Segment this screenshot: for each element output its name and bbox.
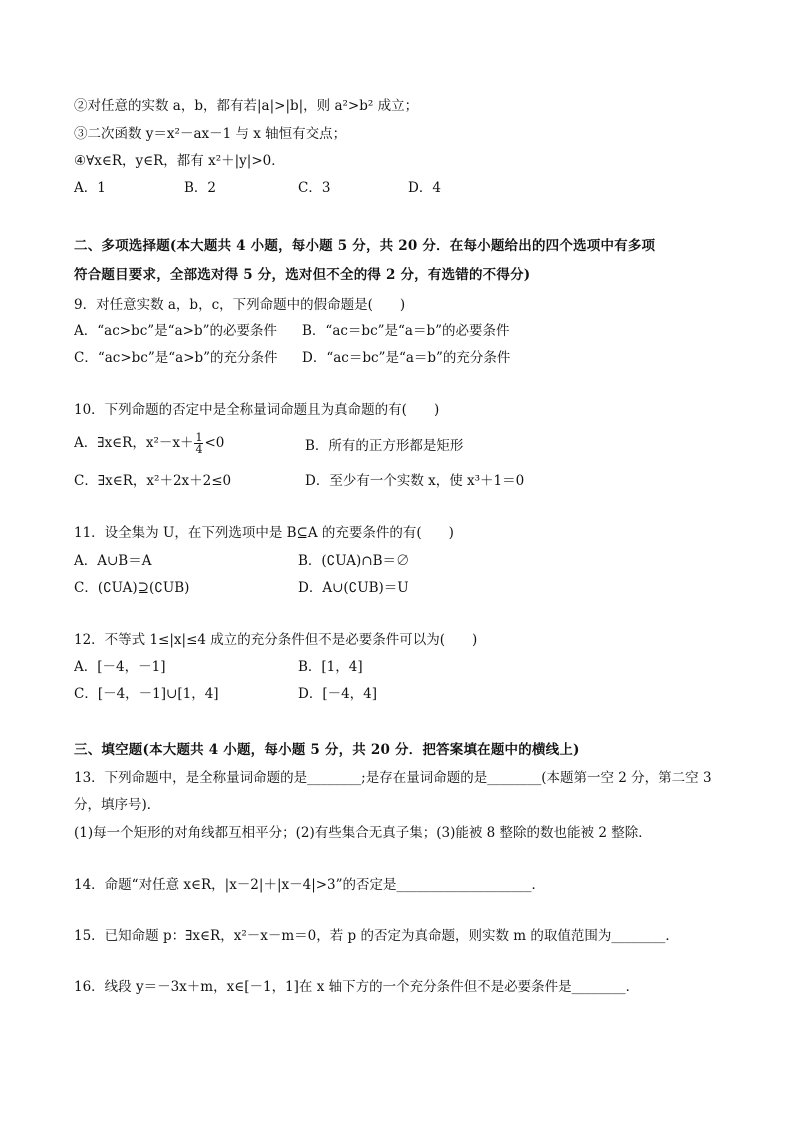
q12-option-a: A．[－4，－1]: [74, 659, 166, 675]
q10-option-a-prefix: A．∃x∈R，x²－x＋: [74, 435, 194, 451]
q8-option-b: B．2: [184, 180, 217, 196]
statement-2: ②对任意的实数 a，b，都有若|a|>|b|，则 a²>b² 成立；: [74, 98, 419, 114]
q9-option-a: A．“ac>bc”是“a>b”的必要条件: [74, 323, 277, 339]
q8-option-a: A．1: [74, 180, 106, 196]
question-12: 12．不等式 1≤|x|≤4 成立的充分条件但不是必要条件可以为( ): [74, 632, 478, 648]
question-13-line3: (1)每一个矩形的对角线都互相平分；(2)有些集合无真子集；(3)能被 8 整除的数也能被 2 整除．: [74, 825, 652, 841]
question-16: 16．线段 y＝－3x＋m，x∈[－1，1]在 x 轴下方的一个充分条件但不是必要条件是________．: [74, 979, 640, 995]
q9-option-c: C．“ac>bc”是“a>b”的充分条件: [74, 350, 278, 366]
q11-option-d: D．A∪(∁UB)＝U: [298, 580, 409, 596]
q11-option-a: A．A∪B＝A: [74, 553, 152, 569]
q8-option-c: C．3: [298, 180, 331, 196]
question-10: 10．下列命题的否定中是全称量词命题且为真命题的有( ): [74, 402, 440, 418]
q9-option-d: D．“ac＝bc”是“a＝b”的充分条件: [302, 350, 511, 366]
question-13-line2: 分，填序号)．: [74, 797, 161, 813]
section-2-heading-line1: 二、多项选择题(本大题共 4 小题，每小题 5 分，共 20 分．在每小题给出的四个选项中有多项: [74, 238, 656, 254]
q11-option-c: C．(∁UA)⊇(∁UB): [74, 580, 190, 596]
q10-option-b: B．所有的正方形都是矩形: [305, 438, 464, 454]
fraction-numerator: 1: [195, 431, 203, 444]
q12-option-b: B．[1，4]: [298, 659, 363, 675]
q12-option-d: D．[－4，4]: [298, 686, 378, 702]
question-13-line1: 13．下列命题中，是全称量词命题的是________;是存在量词命题的是________(本题第一空 2 分，第二空 3: [74, 770, 712, 786]
question-14: 14．命题“对任意 x∈R，|x－2|＋|x－4|>3”的否定是____________________．: [74, 877, 546, 893]
q10-option-a: [74, 432, 224, 455]
q10-option-a-suffix: <0: [204, 435, 225, 451]
question-11: 11．设全集为 U，在下列选项中是 B⊆A 的充要条件的有( ): [74, 525, 454, 541]
q11-option-b: B．(∁UA)∩B＝∅: [298, 553, 410, 569]
q9-option-b: B．“ac＝bc”是“a＝b”的必要条件: [302, 323, 510, 339]
statement-3: ③二次函数 y＝x²－ax－1 与 x 轴恒有交点；: [74, 126, 347, 142]
question-9: 9．对任意实数 a，b，c，下列命题中的假命题是( ): [74, 297, 406, 313]
fraction-denominator: 4: [195, 443, 203, 456]
question-15: 15．已知命题 p：∃x∈R，x²－x－m＝0，若 p 的否定为真命题，则实数 m 的取值范围为________．: [74, 928, 679, 944]
fraction: [194, 432, 203, 455]
q10-option-d: D．至少有一个实数 x，使 x³＋1＝0: [305, 473, 525, 489]
statement-4: ④∀x∈R，y∈R，都有 x²＋|y|>0．: [74, 153, 285, 169]
q12-option-c: C．[－4，－1]∪[1，4]: [74, 686, 219, 702]
q8-option-d: D．4: [408, 180, 441, 196]
q10-option-c: C．∃x∈R，x²＋2x＋2≤0: [74, 473, 232, 489]
section-2-heading-line2: 符合题目要求，全部选对得 5 分，选对但不全的得 2 分，有选错的不得分): [74, 267, 531, 283]
section-3-heading: 三、填空题(本大题共 4 小题，每小题 5 分，共 20 分．把答案填在题中的横线上): [74, 742, 580, 758]
